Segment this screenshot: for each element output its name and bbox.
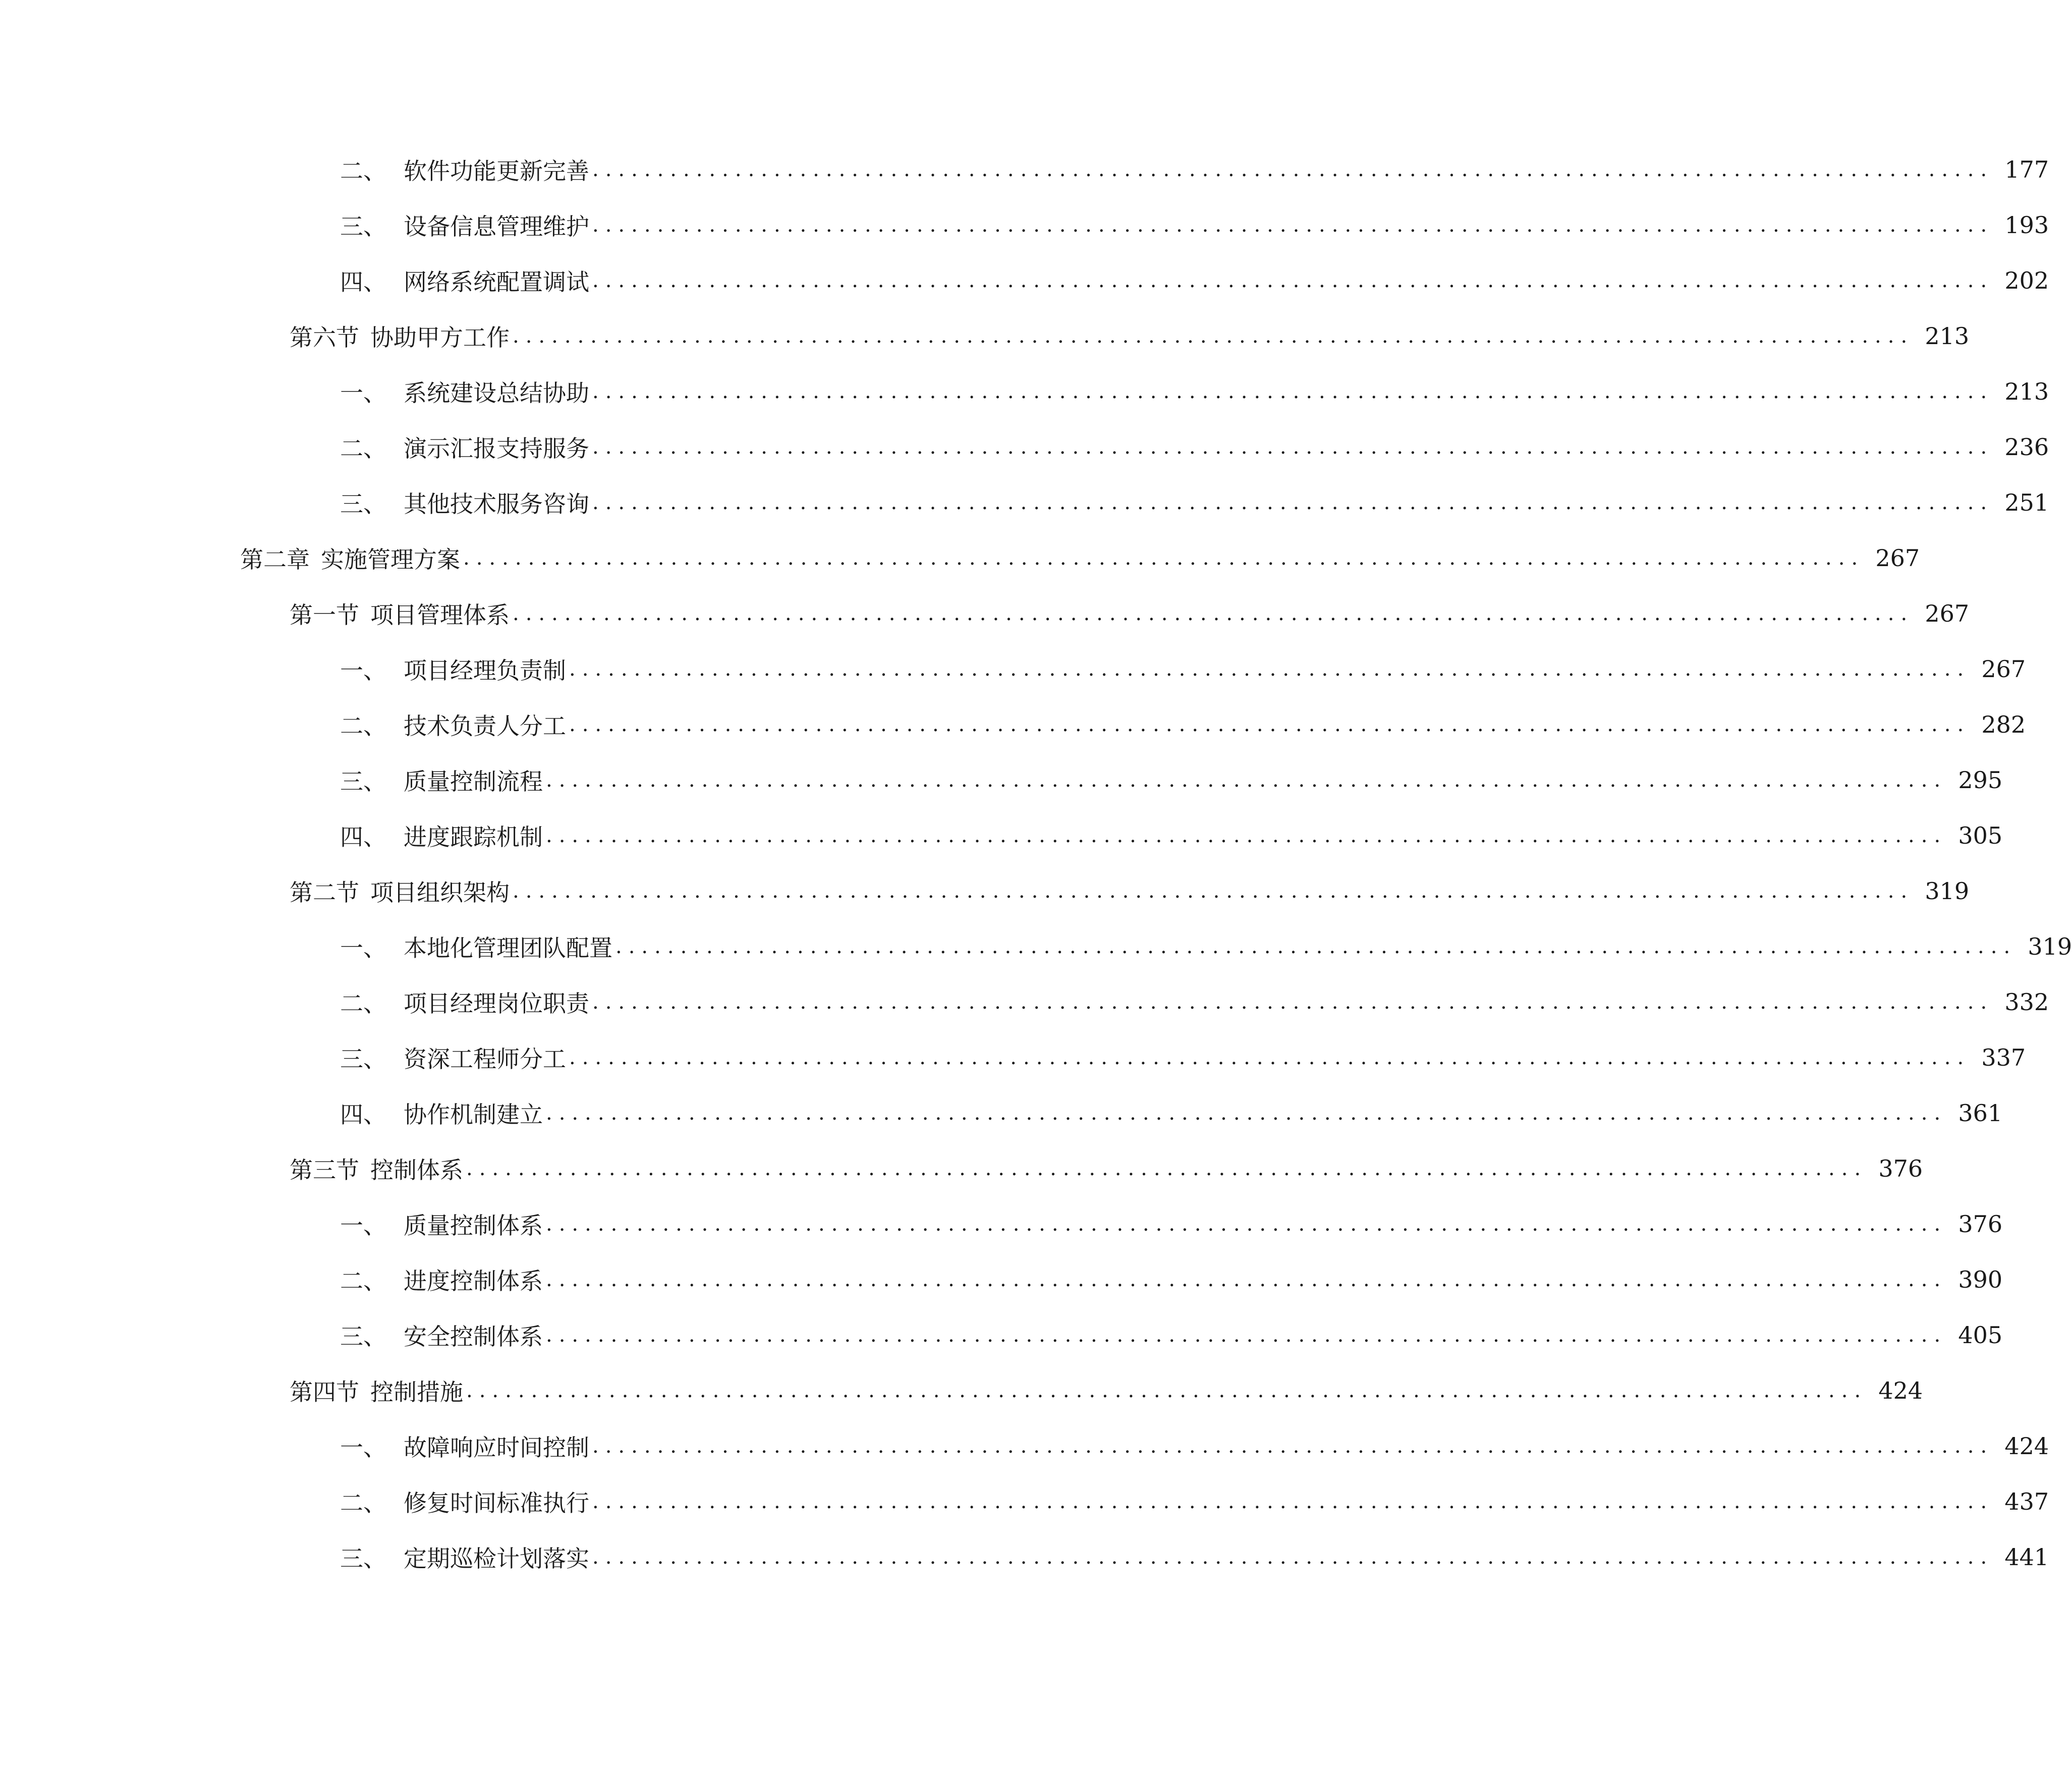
toc-entry[interactable] (340, 1037, 2026, 1078)
dot-leader: ............................................................................................................ (592, 1434, 1994, 1458)
toc-entry-title: 修复时间标准执行 (404, 1489, 589, 1517)
toc-entry-title: 系统建设总结协助 (404, 379, 589, 407)
toc-entry[interactable] (340, 982, 2049, 1022)
toc-entry[interactable] (340, 815, 2003, 856)
toc-entry[interactable] (340, 1259, 2003, 1300)
dot-leader: ............................................................................................................ (615, 935, 2017, 958)
toc-entry-page: 267 (1981, 655, 2026, 683)
toc-entry-title: 本地化管理团队配置 (404, 934, 612, 962)
toc-entry-number: 三、 (340, 490, 386, 518)
toc-entry[interactable] (340, 427, 2049, 467)
toc-entry-page: 441 (2004, 1543, 2049, 1571)
toc-section-prefix: 第一节 (290, 601, 359, 629)
dot-leader: ............................................................................................................ (513, 602, 1914, 625)
toc-entry-title: 进度控制体系 (404, 1267, 543, 1295)
toc-section-prefix: 第三节 (290, 1156, 359, 1184)
toc-entry-title: 协助甲方工作 (370, 324, 510, 351)
toc-entry-number: 四、 (340, 1101, 386, 1128)
toc-entry-title: 进度跟踪机制 (404, 823, 543, 851)
dot-leader: ............................................................................................................ (463, 546, 1865, 570)
toc-entry-page: 361 (1958, 1099, 2003, 1127)
toc-chapter-prefix: 第二章 (240, 546, 310, 573)
dot-leader: ............................................................................................................ (592, 380, 1994, 403)
toc-entry-title: 项目经理负责制 (404, 657, 566, 684)
toc-entry-number: 四、 (340, 268, 386, 296)
toc-entry-title: 质量控制体系 (404, 1212, 543, 1239)
toc-entry-page: 213 (1925, 322, 1970, 350)
toc-entry-title: 资深工程师分工 (404, 1045, 566, 1073)
toc-entry[interactable] (340, 1537, 2049, 1577)
toc-entry-page: 337 (1981, 1044, 2026, 1071)
toc-entry[interactable] (340, 649, 2026, 689)
toc-entry-number: 四、 (340, 823, 386, 851)
toc-entry-page: 267 (1875, 544, 1920, 572)
dot-leader: ............................................................................................................ (466, 1157, 1868, 1180)
toc-entry[interactable] (340, 482, 2049, 523)
toc-entry-title: 项目组织架构 (370, 879, 510, 906)
toc-entry-number: 三、 (340, 1545, 386, 1572)
toc-entry-title: 质量控制流程 (404, 768, 543, 795)
dot-leader: ............................................................................................................ (592, 491, 1994, 514)
toc-entry-page: 376 (1958, 1210, 2003, 1238)
toc-section-entry[interactable] (290, 593, 1970, 634)
toc-entry[interactable] (340, 149, 2049, 190)
toc-entry-page: 236 (2004, 433, 2049, 461)
toc-entry-page: 376 (1878, 1155, 1923, 1182)
dot-leader: ............................................................................................................ (592, 213, 1994, 237)
toc-entry[interactable] (340, 926, 2072, 967)
toc-entry-number: 三、 (340, 768, 386, 795)
toc-entry[interactable] (340, 205, 2049, 245)
toc-entry-number: 一、 (340, 934, 386, 962)
toc-entry[interactable] (340, 704, 2026, 745)
toc-entry-number: 三、 (340, 1323, 386, 1350)
toc-entry-page: 213 (2004, 378, 2049, 405)
toc-entry-page: 282 (1981, 711, 2026, 738)
toc-entry-number: 二、 (340, 157, 386, 185)
dot-leader: ............................................................................................................ (592, 269, 1994, 292)
toc-entry[interactable] (340, 1315, 2003, 1355)
toc-entry-number: 一、 (340, 1212, 386, 1239)
dot-leader: ............................................................................................................ (569, 657, 1971, 681)
toc-section-prefix: 第二节 (290, 879, 359, 906)
dot-leader: ............................................................................................................ (592, 990, 1994, 1014)
toc-entry-page: 424 (1878, 1377, 1923, 1404)
toc-entry-page: 202 (2004, 267, 2049, 294)
toc-entry-title: 定期巡检计划落实 (404, 1545, 589, 1572)
toc-entry-page: 319 (2028, 933, 2072, 960)
dot-leader: ............................................................................................................ (546, 1268, 1947, 1291)
dot-leader: ............................................................................................................ (569, 1046, 1971, 1069)
dot-leader: ............................................................................................................ (546, 1101, 1947, 1125)
toc-entry[interactable] (340, 371, 2049, 412)
toc-entry-number: 一、 (340, 657, 386, 684)
toc-section-entry[interactable] (290, 316, 1970, 356)
dot-leader: ............................................................................................................ (592, 158, 1994, 181)
toc-entry-page: 193 (2004, 211, 2049, 239)
toc-entry[interactable] (340, 1204, 2003, 1244)
toc-entry-page: 267 (1925, 600, 1970, 627)
dot-leader: ............................................................................................................ (546, 1212, 1947, 1236)
toc-section-entry[interactable] (290, 1148, 1923, 1189)
dot-leader: ............................................................................................................ (546, 1323, 1947, 1347)
toc-entry-page: 251 (2004, 489, 2049, 516)
toc-entry-title: 控制措施 (370, 1378, 463, 1406)
dot-leader: ............................................................................................................ (569, 713, 1971, 736)
toc-entry-title: 其他技术服务咨询 (404, 490, 589, 518)
toc-entry-title: 项目管理体系 (370, 601, 510, 629)
toc-entry-title: 故障响应时间控制 (404, 1434, 589, 1461)
dot-leader: ............................................................................................................ (466, 1379, 1868, 1402)
toc-entry-title: 控制体系 (370, 1156, 463, 1184)
toc-entry-title: 实施管理方案 (321, 546, 460, 573)
toc-entry-title: 软件功能更新完善 (404, 157, 589, 185)
toc-entry-page: 305 (1958, 822, 2003, 849)
toc-entry-title: 网络系统配置调试 (404, 268, 589, 296)
toc-entry-page: 437 (2004, 1488, 2049, 1515)
dot-leader: ............................................................................................................ (513, 324, 1914, 348)
toc-entry[interactable] (340, 260, 2049, 301)
toc-section-entry[interactable] (290, 871, 1970, 911)
dot-leader: ............................................................................................................ (592, 435, 1994, 459)
toc-section-prefix: 第四节 (290, 1378, 359, 1406)
toc-entry-page: 177 (2004, 156, 2049, 183)
toc-entry-page: 295 (1958, 766, 2003, 794)
toc-section-prefix: 第六节 (290, 324, 359, 351)
toc-entry-page: 405 (1958, 1321, 2003, 1349)
toc-entry-number: 二、 (340, 1489, 386, 1517)
toc-entry-page: 319 (1925, 877, 1970, 905)
toc-entry[interactable] (340, 1093, 2003, 1133)
toc-entry[interactable] (340, 760, 2003, 800)
toc-entry-title: 安全控制体系 (404, 1323, 543, 1350)
toc-entry[interactable] (340, 1426, 2049, 1466)
toc-entry-number: 一、 (340, 379, 386, 407)
toc-entry-title: 演示汇报支持服务 (404, 435, 589, 462)
toc-entry-title: 项目经理岗位职责 (404, 990, 589, 1017)
dot-leader: ............................................................................................................ (592, 1545, 1994, 1569)
dot-leader: ............................................................................................................ (592, 1490, 1994, 1513)
toc-entry-number: 二、 (340, 712, 386, 740)
toc-entry-number: 三、 (340, 213, 386, 240)
toc-section-entry[interactable] (290, 1370, 1923, 1411)
toc-entry-number: 二、 (340, 1267, 386, 1295)
dot-leader: ............................................................................................................ (546, 824, 1947, 847)
toc-entry-number: 二、 (340, 990, 386, 1017)
toc-entry-page: 390 (1958, 1266, 2003, 1293)
toc-entry-title: 设备信息管理维护 (404, 213, 589, 240)
toc-entry-title: 技术负责人分工 (404, 712, 566, 740)
toc-entry-number: 一、 (340, 1434, 386, 1461)
toc-entry-number: 二、 (340, 435, 386, 462)
toc-entry-title: 协作机制建立 (404, 1101, 543, 1128)
toc-entry-page: 424 (2004, 1432, 2049, 1460)
toc-entry-page: 332 (2004, 988, 2049, 1016)
dot-leader: ............................................................................................................ (513, 879, 1914, 903)
toc-chapter-entry[interactable] (240, 538, 1920, 578)
toc-entry[interactable] (340, 1481, 2049, 1522)
toc-entry-number: 三、 (340, 1045, 386, 1073)
dot-leader: ............................................................................................................ (546, 768, 1947, 792)
